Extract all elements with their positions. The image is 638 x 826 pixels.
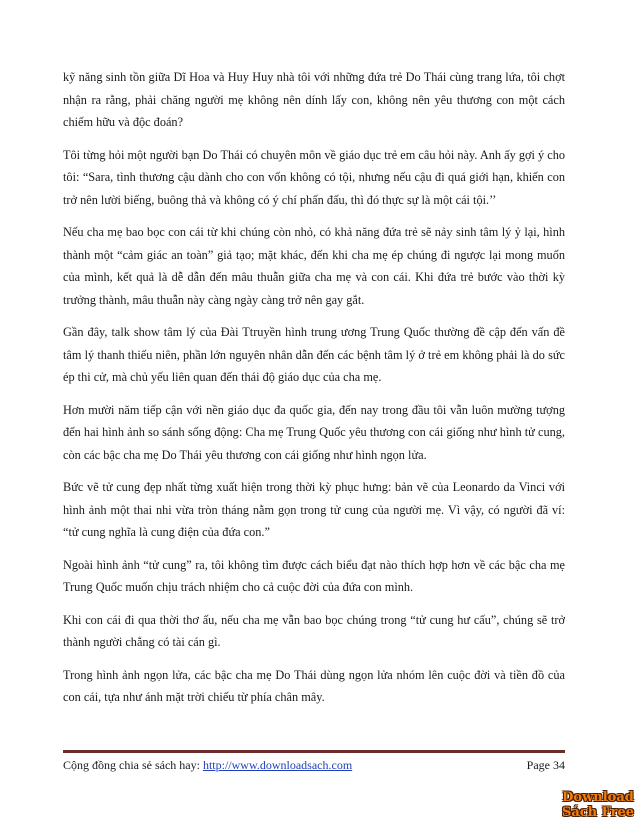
footer-divider	[63, 750, 565, 753]
paragraph: Hơn mười năm tiếp cận với nền giáo dục đa quốc gia, đến nay trong đầu tôi vẫn luôn mường tượng đến hai hình ảnh so sánh sống động: Cha mẹ Trung Quốc yêu thương con cái giống như hình tử cung, còn các bậc cha mẹ Do Thái yêu thương con cái giống như hình ngọn lửa.	[63, 402, 565, 462]
download-sach-free-logo[interactable]	[560, 790, 636, 824]
paragraph: Khi con cái đi qua thời thơ ấu, nếu cha mẹ vẫn bao bọc chúng trong “tử cung hư cấu”, chúng sẽ trở thành người chẳng có tài cán gì.	[63, 612, 565, 649]
footer-source	[63, 757, 352, 773]
paragraph: Tôi từng hỏi một người bạn Do Thái có chuyên môn về giáo dục trẻ em câu hỏi này. Anh ấy gợi ý cho tôi: “Sara, tình thương cậu dành cho con vốn không có tội, nhưng nếu cậu đi quá giới hạn, khiến con trở nên lười biếng, buông thả và không có ý chí phấn đấu, thì đó thực sự là một cái tội.’’	[63, 147, 565, 207]
document-body	[63, 66, 565, 719]
paragraph: Ngoài hình ảnh “tử cung” ra, tôi không tìm được cách biểu đạt nào thích hợp hơn về các bậc cha mẹ Trung Quốc muốn chịu trách nhiệm cho cả cuộc đời của đứa con mình.	[63, 557, 565, 594]
paragraph: Gần đây, talk show tâm lý của Đài Ttruyền hình trung ương Trung Quốc thường đề cập đến vấn đề tâm lý thanh thiếu niên, phần lớn nguyên nhân dẫn đến các bệnh tâm lý ở trẻ em không phải là do sức ép thi cử, mà chủ yếu liên quan đến thái độ giáo dục của cha mẹ.	[63, 325, 565, 384]
paragraph: Nếu cha mẹ bao bọc con cái từ khi chúng còn nhỏ, có khả năng đứa trẻ sẽ nảy sinh tâm lý ỷ lại, hình thành một “cảm giác an toàn” giả tạo; mặt khác, đến khi cha mẹ ép chúng đi ngược lại mong muốn của mình, kết quả là dễ dẫn đến mâu thuẫn giữa cha mẹ và con cái. Khi đứa trẻ bước vào thời kỳ trưởng thành, mâu thuẫn này càng ngày càng trở nên gay gắt.	[63, 225, 565, 307]
page-footer	[63, 757, 565, 773]
page-number: Page 34	[526, 758, 565, 772]
logo-line-1: Download	[562, 790, 634, 805]
footer-caption: Cộng đồng chia sẻ sách hay:	[63, 758, 203, 772]
paragraph: Bức vẽ tử cung đẹp nhất từng xuất hiện trong thời kỳ phục hưng: bản vẽ của Leonardo da Vinci với hình ảnh một thai nhi vừa tròn tháng nằm gọn trong tử cung của người mẹ. Vì vậy, có người đã ví: “tử cung nghĩa là cung điện của đứa con.”	[63, 480, 565, 539]
paragraph: Trong hình ảnh ngọn lửa, các bậc cha mẹ Do Thái dùng ngọn lửa nhóm lên cuộc đời và tiền đồ của con cái, tựa như ánh mặt trời chiếu từ phía chân mây.	[63, 667, 565, 704]
logo-line-2: Sách Free	[561, 805, 635, 820]
download-site-link[interactable]: http://www.downloadsach.com	[202, 758, 353, 772]
paragraph: kỹ năng sinh tồn giữa Dĩ Hoa và Huy Huy nhà tôi với những đứa trẻ Do Thái cùng trang lứa, tôi chợt nhận ra rằng, phải chăng người mẹ không nên dính lấy con, không nên yêu thương con một cách chiếm hữu và độc đoán?	[63, 70, 565, 129]
